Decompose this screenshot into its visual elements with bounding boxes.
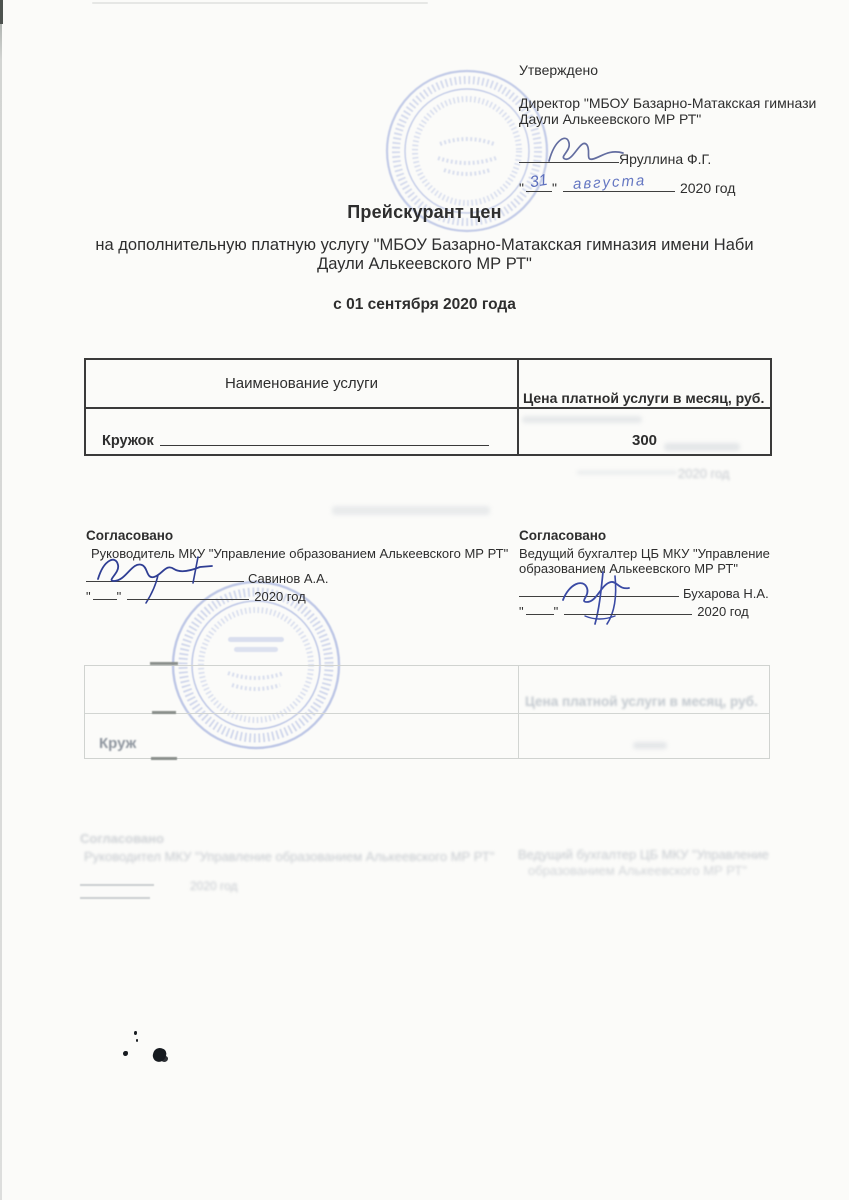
bleed-through-smudge bbox=[664, 443, 740, 451]
approval-signer-name: Яруллина Ф.Г. bbox=[619, 151, 712, 167]
document-subtitle-line2: Даули Алькеевского МР РТ" bbox=[317, 255, 532, 273]
agreement-right-day-line bbox=[526, 614, 554, 615]
approval-org-line1: Директор "МБОУ Базарно-Матакская гимнази bbox=[519, 95, 817, 111]
signature-yarullina bbox=[543, 129, 629, 169]
approval-label: Утверждено bbox=[519, 62, 598, 78]
scan-corner-mark bbox=[0, 0, 3, 24]
quote-mark: " bbox=[551, 180, 557, 196]
bleed-through-smudge bbox=[577, 471, 677, 474]
agreement-right-month-line bbox=[564, 614, 692, 615]
approval-org-line2: Даули Алькеевского МР РТ" bbox=[519, 111, 702, 127]
column-header-service: Наименование услуги bbox=[86, 360, 519, 407]
handwritten-day: 31 bbox=[528, 171, 549, 192]
service-blank-line bbox=[160, 445, 489, 446]
agreement-right-signature-row bbox=[519, 586, 829, 601]
ghost-dark-dash bbox=[152, 711, 176, 714]
ghost-signature-line bbox=[80, 884, 154, 886]
approval-date-day-line bbox=[526, 171, 552, 192]
agreement-left-signature-line bbox=[86, 581, 244, 582]
ghost-price-header: Цена платной услуги в месяц, руб. bbox=[525, 694, 758, 709]
ink-speck bbox=[134, 1031, 137, 1035]
document-title: Прейскурант цен bbox=[347, 202, 502, 222]
effective-date: с 01 сентября 2020 года bbox=[333, 296, 516, 313]
agreement-left-day-line bbox=[93, 599, 117, 600]
ghost-dark-dash bbox=[151, 757, 177, 760]
approval-signature-line bbox=[519, 162, 619, 163]
agreement-block-left bbox=[86, 528, 516, 604]
ghost-year-text: 2020 год bbox=[678, 466, 730, 481]
price-cell: 300 bbox=[631, 432, 658, 449]
quote-mark: " bbox=[519, 604, 524, 619]
price-table bbox=[84, 358, 772, 456]
agreement-left-line1: Руководитель МКУ "Управление образованием Алькеевского МР РТ" bbox=[91, 546, 509, 561]
agreement-right-signer-name: Бухарова Н.А. bbox=[683, 586, 769, 601]
quote-mark: " bbox=[86, 589, 91, 604]
price-table-header-row bbox=[86, 360, 770, 409]
handwritten-month: августа bbox=[572, 172, 647, 193]
approval-date-month-line bbox=[563, 172, 675, 193]
ghost-table-divider bbox=[518, 666, 519, 758]
ink-speck bbox=[123, 1051, 128, 1056]
ink-speck bbox=[136, 1039, 138, 1042]
agreement-block-right bbox=[519, 528, 829, 619]
agreement-right-date-row bbox=[519, 604, 829, 619]
ghost-price-table bbox=[84, 665, 770, 759]
ghost-right-line2: образованием Алькеевского МР РТ" bbox=[528, 863, 747, 878]
service-cell bbox=[86, 409, 519, 454]
quote-mark: " bbox=[553, 604, 559, 619]
column-header-price: Цена платной услуги в месяц, руб. bbox=[523, 390, 765, 406]
agreement-left-date-row bbox=[86, 589, 516, 604]
agreement-left-year: 2020 год bbox=[254, 589, 306, 604]
approval-year: 2020 год bbox=[679, 180, 736, 196]
agreement-right-line2: образованием Алькеевского МР РТ" bbox=[519, 561, 738, 576]
ghost-year-text: 2020 год bbox=[190, 879, 238, 893]
ghost-table-separator bbox=[85, 713, 769, 714]
ghost-signature-line bbox=[80, 897, 150, 899]
approval-date-row bbox=[519, 171, 829, 196]
agreement-right-signature-line bbox=[519, 596, 679, 597]
agreement-left-month-line bbox=[127, 599, 249, 600]
ghost-agreement-line: Руководител МКУ "Управление образованием Алькеевского МР РТ" bbox=[84, 849, 495, 864]
bleed-through-smudge bbox=[332, 506, 490, 515]
document-subtitle-line1: на дополнительную платную услугу "МБОУ Базарно-Матакская гимназия имени Наби bbox=[95, 236, 754, 254]
agreement-right-line1: Ведущий бухгалтер ЦБ МКУ "Управление bbox=[519, 546, 770, 561]
agreement-right-year: 2020 год bbox=[697, 604, 749, 619]
approval-block bbox=[519, 62, 829, 196]
scan-left-edge-artifact bbox=[0, 0, 2, 1200]
title-block bbox=[0, 202, 849, 314]
service-name: Кружок bbox=[102, 433, 154, 449]
ink-blot bbox=[161, 1056, 168, 1062]
agreement-right-label: Согласовано bbox=[519, 528, 607, 543]
agreement-left-signer-name: Савинов А.А. bbox=[248, 571, 329, 586]
ghost-right-line1: Ведущий бухгалтер ЦБ МКУ "Управление bbox=[518, 847, 769, 862]
quote-mark: " bbox=[116, 589, 122, 604]
approval-signature-row bbox=[519, 151, 829, 167]
agreement-left-signature-row bbox=[86, 571, 516, 586]
ghost-agreement-label: Согласовано bbox=[80, 831, 164, 846]
bleed-through-smudge bbox=[633, 742, 667, 749]
ghost-service-name: Круж bbox=[99, 735, 137, 752]
scan-top-streak bbox=[92, 2, 428, 4]
bleed-through-smudge bbox=[522, 416, 642, 423]
quote-mark: " bbox=[519, 180, 524, 196]
ghost-dark-dash bbox=[150, 662, 178, 665]
agreement-left-label: Согласовано bbox=[86, 528, 174, 543]
